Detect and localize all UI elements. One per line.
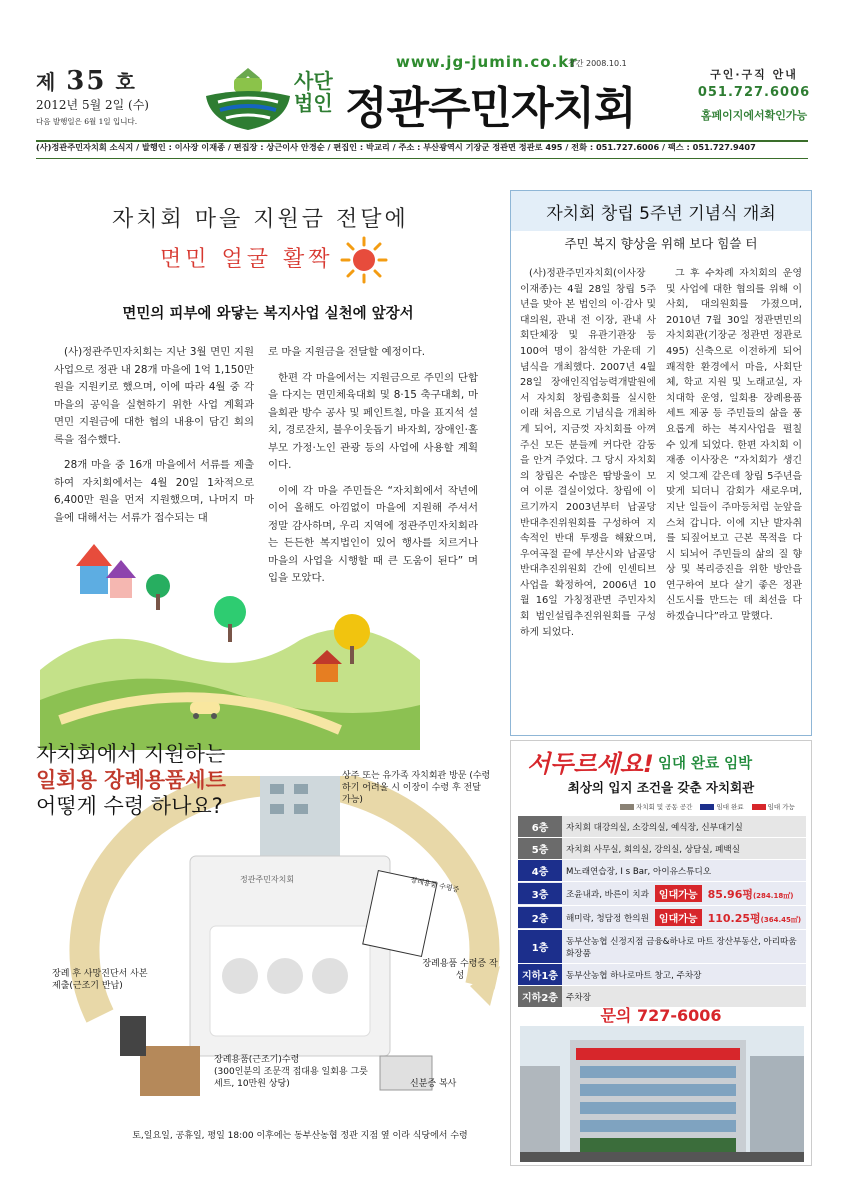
founded-date: 창간 2008.10.1 (568, 59, 627, 68)
job-info-title: 구인·구직 안내 (710, 68, 798, 81)
floor-row (518, 882, 806, 906)
floor-desc (562, 818, 806, 836)
floor-area (708, 910, 802, 926)
village-illustration (40, 520, 480, 750)
publisher-info: (사)정관주민자치회 소식지 / 발행인 : 이사장 이재종 / 편집장 : 상근이사 안경순 / 편집인 : 박교리 / 주소 : 부산광역시 기장군 정관면 정관로 495 / 전화 : 051.727.6006 / 팩스 : 051.727.9407 (36, 142, 756, 152)
available-badge: 임대가능 (655, 909, 702, 926)
paragraph: 로 마을 지원금을 전달할 예정이다. (268, 346, 426, 358)
paragraph: 그 후 수차례 자치회의 운영 및 사업에 대한 협의를 위해 이사회, 대의원회를 가졌으며, 2010년 7월 30일 정관면민의 자치회관(기장군 정관면 정관로 495) 신축으로 이전하게 되어 쾌적한 환경에서 마을, 사회단체, 학교 지원 및 노래교실, 자치대학 운영, 일회용 장례용품세트 제공 등 주민들의 삶을 풍요롭게 하는 복지사업을 펼칠 수 있게 되었다. 한편 자치회 이재종 이사장은 “자치회가 생긴 지 엊그제 같은데 창립 5주년을 맞게 되더니 감회가 새로우며, 지난 일들이 주마등처럼 눈앞을 스쳐 갑니다. 이에 지난 발자취를 되짚어보고 근본 목적을 다시 되뇌어 주민들의 삶의 질 향상 및 복리증진을 위한 방안을 연구하여 보다 살기 좋은 정관신도시를 만드는 데 최선을 다하겠습니다”라고 말했다. (666, 268, 802, 623)
issue-number-value: 35 (66, 66, 107, 96)
infographic-footer: 토,일요일, 공휴일, 평일 18:00 이후에는 동부산농협 정관 지점 옆 이라 식당에서 수령 (132, 1131, 468, 1141)
step-receive-title: 장례용품(근조기)수령 (214, 1055, 300, 1065)
left-article-col1 (54, 344, 254, 535)
floor-label: 5층 (518, 838, 562, 859)
infographic-title-line3: 어떻게 수령 하나요? (36, 794, 223, 818)
ad-title: 서두르세요! (527, 750, 654, 778)
step-return: 장례 후 사망진단서 사본 제출(근조기 반납) (52, 969, 148, 991)
floor-desc (562, 862, 806, 880)
job-info-phone: 051.727.6006 (697, 85, 811, 100)
issue-prefix: 제 (36, 70, 58, 94)
step-receive (214, 1054, 374, 1090)
left-headline-line2: 면민 얼굴 활짝 (160, 247, 334, 272)
legend-item (752, 802, 795, 811)
floor-row (518, 964, 806, 986)
building-photo (520, 1026, 804, 1162)
floor-label: 3층 (518, 883, 562, 904)
form-label: 장례용품 수령증 (409, 875, 460, 895)
floor-row (518, 838, 806, 860)
floor-desc (562, 932, 806, 962)
floor-desc (562, 966, 806, 984)
org-type: 사단법인 (294, 69, 333, 115)
box-label: 정관주민자치회 (240, 875, 295, 884)
issue-suffix: 호 (115, 70, 137, 94)
paragraph: 이에 각 마을 주민들은 “자치회에서 작년에 이어 올해도 아낌없이 마을에 지원해 주셔서 정말 감사하며, 우리 지역에 정관주민자치회라는 든든한 복지법인이 있어 행사를 치르거나 마을의 사업을 시행할 때 큰 도움이 된다” 며 입을 모았다. (268, 484, 478, 584)
floor-tenants: 동부산농협 하나로마트 창고, 주차장 (566, 970, 702, 981)
step-form: 장례용품 수령증 작성 (422, 959, 498, 981)
floor-label: 2층 (518, 907, 562, 928)
floor-area (708, 886, 794, 902)
inquiry-phone: 문의 727-6006 (600, 1006, 722, 1025)
legend-item (620, 802, 692, 811)
floor-label: 지하1층 (518, 964, 562, 985)
step-receive-detail: (300인분의 조문객 접대용 일회용 그릇세트, 10만원 상당) (214, 1067, 368, 1089)
ad-title-right: 임대 완료 임박 (658, 756, 753, 772)
left-subheadline: 면민의 피부에 와닿는 복지사업 실천에 앞장서 (122, 306, 414, 322)
floor-row (518, 860, 806, 882)
floor-tenants: 해미락, 청담정 한의원 (566, 913, 649, 924)
website-url[interactable]: www.jg-jumin.co.kr (396, 53, 578, 71)
ad-legend (620, 802, 795, 811)
job-info-web: 홈페이지에서확인가능 (700, 109, 808, 122)
sun-icon (340, 236, 388, 284)
right-article-col1 (520, 266, 656, 640)
floor-tenants: 자치회 사무실, 회의실, 강의실, 상담실, 폐백실 (566, 844, 741, 855)
legend-label: 자치회 및 공동 공간 (636, 803, 693, 811)
infographic-title-line1: 자치회에서 지원하는 (36, 742, 226, 766)
floor-label: 1층 (518, 930, 562, 963)
floor-tenants: 동부산농협 신정지점 금융&하나로 마트 장산부동산, 아리따움 화장품 (566, 936, 797, 959)
floor-tenants: M노래연습장, I s Bar, 아이유스튜디오 (566, 866, 712, 877)
floor-area-unit: (364.45㎡) (760, 915, 802, 924)
available-badge: 임대가능 (655, 885, 702, 902)
right-article-title: 자치회 창립 5주년 기념식 개최 (546, 204, 776, 224)
paragraph: (사)정관주민자치회(이사장 이재종)는 4월 28일 창립 5주년을 맞아 본 법인의 이·감사 및 대의원, 관내 전 이장, 관내 사회단체장 및 유관기관장 등 100여 명이 참석한 가운데 기념식을 개최했다. 2007년 4월 28일 장애인직업능력개발원에서 자치회 창립총회를 실시한 이래 처음으로 기념식을 개최하게 되어, 지금껏 자치회를 아껴주신 모든 분들께 커다란 감동을 안겨 주었다. 그 당시 자치회의 창립은 수많은 땀방울이 모여 이룬 결실이었다. 창립에 이르기까지 2003년부터 납골당반대추진위원회를 구성하여 지속적인 반대 투쟁을 해왔으며, 우여곡절 끝에 부산시와 납골당반대추진위원회 간에 인센티브 사업을 확정하여, 2006년 10월 16일 가칭정관면 주민자치회 법인설립추진위원회를 구성하게 되었다. (520, 268, 656, 638)
floor-tenants: 자치회 대강의실, 소강의실, 예식장, 신부대기실 (566, 822, 743, 833)
floor-tenants: 조윤내과, 바른이 치과 (566, 889, 649, 900)
issue-number (36, 66, 137, 96)
paragraph: (사)정관주민자치회는 지난 3월 면민 지원 사업으로 정관 내 28개 마을에 1억 1,150만 원을 지원키로 했으며, 이에 따라 4월 중 각 마을의 공익을 실현하기 위한 사업 계획과 면민 지원금에 대한 협의 내용이 담긴 회의록을 접수했다. (54, 346, 254, 446)
floor-desc (562, 906, 806, 929)
issue-date: 2012년 5월 2일 (수) (36, 98, 149, 112)
floor-tenants: 주차장 (566, 992, 591, 1003)
floor-label: 6층 (518, 816, 562, 837)
legend-label: 임대 완료 (716, 803, 744, 811)
ad-subtitle: 최상의 입지 조건을 갖춘 자치회관 (567, 780, 755, 795)
paragraph: 28개 마을 중 16개 마을에서 서류를 제출하여 자치회에서는 4월 20일 1차적으로 6,400만 원을 먼저 지원했으며, 나머지 마을에 대해서는 서류가 접수되는 대 (54, 459, 254, 524)
floor-area-value: 85.96평 (707, 887, 753, 901)
legend-label: 임대 가능 (767, 803, 795, 811)
floor-desc (562, 882, 806, 905)
floor-label: 4층 (518, 860, 562, 881)
step-visit: 상주 또는 유가족 자치회관 방문 (수령하기 어려울 시 이장이 수령 후 전달 가능) (342, 771, 491, 805)
step-id-copy: 신분증 복사 (410, 1079, 457, 1089)
floor-directory (518, 816, 806, 1008)
floor-area-value: 110.25평 (707, 911, 761, 925)
floor-row (518, 906, 806, 930)
floor-area-unit: (284.18㎡) (752, 891, 794, 900)
floor-row (518, 930, 806, 964)
legend-item (700, 802, 743, 811)
infographic-title-line2: 일회용 장례용품세트 (36, 768, 226, 792)
left-headline-line1: 자치회 마을 지원금 전달에 (112, 207, 409, 232)
floor-desc (562, 840, 806, 858)
logo-emblem-icon (200, 62, 296, 134)
paragraph: 한편 각 마을에서는 지원금으로 주민의 단합을 다지는 면민체육대회 및 8·15 축구대회, 마을회관 방수 공사 및 페인트칠, 마을 표지석 설치, 경로잔치, 불우이웃돕기 바자회, 장애인·홀부모 가정·노인 관광 등의 사업에 사용할 계획이다. (268, 371, 478, 471)
right-article-col2 (666, 266, 802, 625)
floor-row (518, 816, 806, 838)
newspaper-title: 정관주민자치회 (345, 83, 636, 134)
next-issue-note: 다음 발행일은 6월 1일 입니다. (36, 117, 138, 126)
floor-label: 지하2층 (518, 986, 562, 1007)
right-article-subtitle: 주민 복지 향상을 위해 보다 힘쓸 터 (564, 236, 758, 251)
